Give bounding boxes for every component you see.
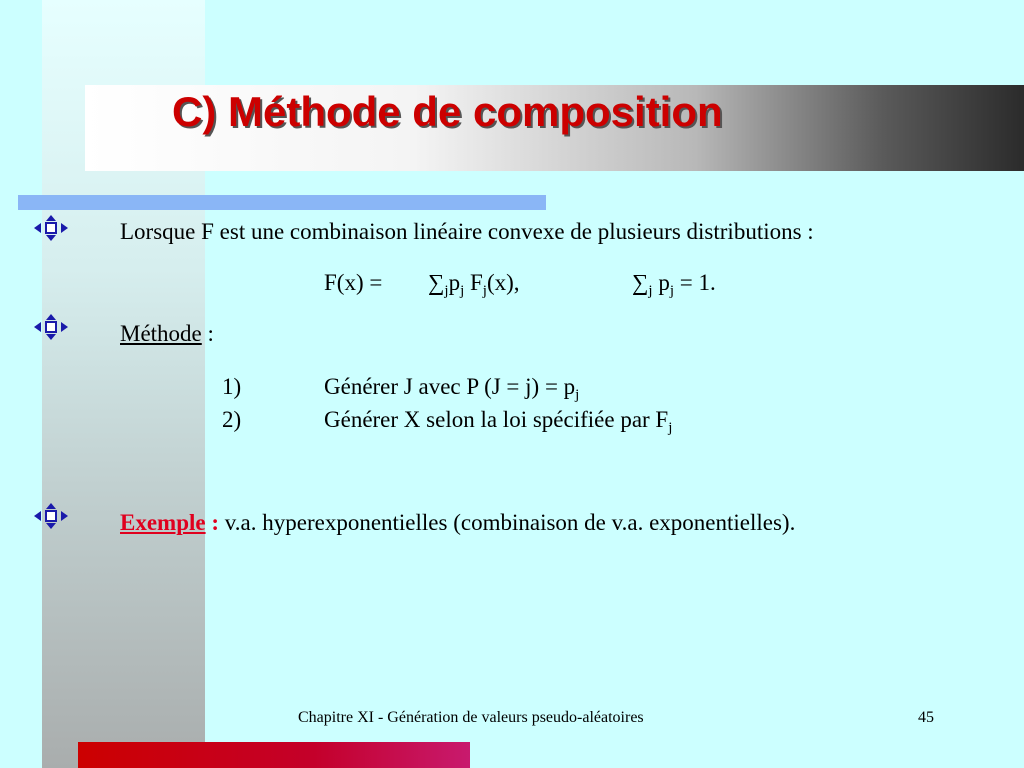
bullet-1-text: Lorsque F est une combinaison linéaire convexe de plusieurs distributions :	[120, 219, 814, 244]
bullet-3-text: Exemple : v.a. hyperexponentielles (combinaison de v.a. exponentielles).	[120, 510, 796, 535]
four-arrow-bullet-icon	[33, 214, 69, 242]
four-arrow-bullet-icon	[33, 313, 69, 341]
step-2-number: 2)	[222, 407, 242, 432]
formula-lhs: F(x) =	[324, 270, 383, 295]
accent-bar-blue	[18, 195, 546, 210]
footer-chapter: Chapitre XI - Génération de valeurs pseudo-aléatoires	[298, 709, 644, 726]
formula-sum-1: $\sum_jp_j$ $F_j(x)$,	[428, 270, 520, 299]
slide-title: C) Méthode de composition	[172, 88, 723, 135]
step-2-text: Générer X selon la loi spécifiée par $F_j$	[324, 407, 673, 436]
methode-label: Méthode	[120, 321, 202, 346]
four-arrow-bullet-icon	[33, 502, 69, 530]
exemple-label: Exemple	[120, 510, 206, 535]
bullet-2-text: Méthode :	[120, 321, 214, 346]
step-1-text: Générer J avec P $(J = j) = p_j$	[324, 374, 580, 403]
formula-sum-2: $\sum_j$ $p_j = 1$.	[632, 270, 716, 299]
step-1-number: 1)	[222, 374, 242, 399]
page-number: 45	[918, 709, 934, 726]
accent-bar-red	[78, 742, 470, 768]
